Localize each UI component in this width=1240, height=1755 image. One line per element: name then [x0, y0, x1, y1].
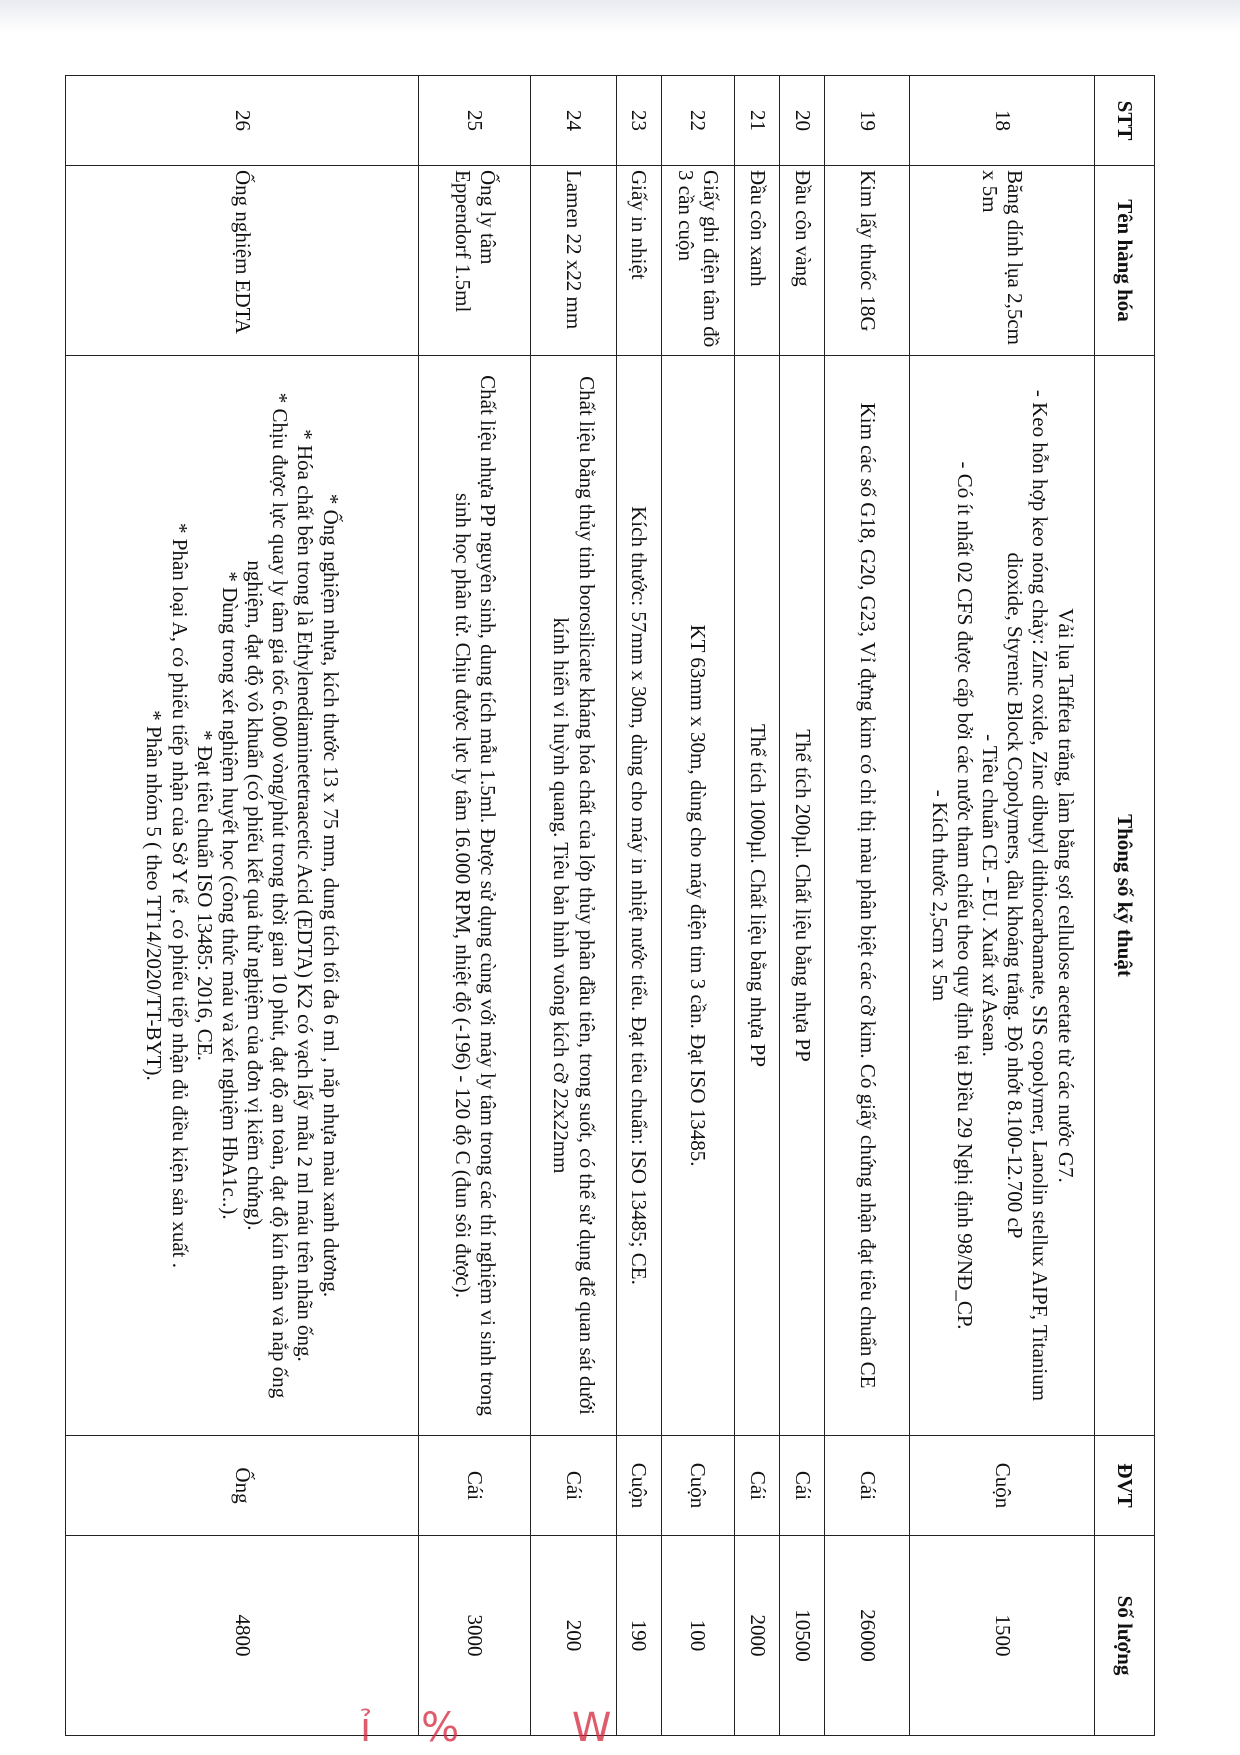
row-qty: 1500 [910, 1536, 1095, 1736]
row-qty: 4800 [66, 1536, 419, 1736]
table-row [66, 76, 419, 1736]
row-spec [418, 356, 530, 1436]
row-spec [779, 356, 824, 1436]
row-name: Đầu côn vàng [779, 166, 824, 356]
row-stt: 25 [418, 76, 530, 166]
rotated-page [65, 75, 1155, 1735]
row-stt: 18 [910, 76, 1095, 166]
row-unit: Cái [779, 1436, 824, 1536]
row-name: Ống ly tâm Eppendorf 1.5ml [418, 166, 530, 356]
table-row [824, 76, 909, 1736]
spec-line: * Đạt tiêu chuẩn ISO 13485: 2016, CE. [192, 730, 217, 1061]
row-name: Giấy in nhiệt [616, 166, 661, 356]
row-stt: 21 [734, 76, 779, 166]
row-spec [910, 356, 1095, 1436]
row-name: Ống nghiệm EDTA [66, 166, 419, 356]
spec-line: Thể tích 1000µl. Chất liệu bằng nhựa PP [745, 723, 770, 1068]
row-qty: 3000 [418, 1536, 530, 1736]
row-unit: Ống [66, 1436, 419, 1536]
row-qty: 190 [616, 1536, 661, 1736]
spec-line: - Tiêu chuẩn CE - EU. Xuất xứ Asean. [978, 734, 1003, 1057]
row-name: Lamen 22 x22 mm [531, 166, 616, 356]
spec-line: Vải lụa Taffeta trắng, làm bằng sợi cellulose acetate từ các nước G7. [1053, 608, 1078, 1183]
spec-line: Kích thước: 57mm x 30m, dùng cho máy in nhiệt nước tiểu. Đạt tiêu chuẩn: ISO 13485; CE. [627, 506, 652, 1285]
spec-line: Kim các số G18, G20, G23, Vỉ đựng kim có chỉ thị màu phân biệt các cỡ kim. Có giấy chứng nhận đạt tiêu chuẩn CE [855, 402, 880, 1389]
spec-line: KT 63mm x 30m, dùng cho máy điện tim 3 cần. Đạt ISO 13485. [686, 624, 711, 1167]
row-unit: Cái [734, 1436, 779, 1536]
spec-line: Chất liệu nhựa PP nguyên sinh, dung tích mẫu 1.5ml. Được sử dụng cùng với máy ly tâm trong các thí nghiệm vi sinh trong sinh học phân tử. Chịu được lực ly tâm 16.000 RPM, nhiệt độ (-196) - 120 độ C (đun sôi được). [450, 375, 500, 1416]
spec-line: * Phân nhóm 5 ( theo TT14/2020/TT-BYT). [142, 710, 167, 1081]
row-unit: Cuộn [661, 1436, 734, 1536]
row-spec [824, 356, 909, 1436]
spec-line: * Chịu được lực quay ly tâm gia tốc 6.000 vòng/phút trong thời gian 10 phút, đạt độ an toàn, đạt độ kín thân và nắp ống nghiệm, đạt độ vô khuẩn (có phiếu kết quả thử nghiệm của đơn vị kiểm chứng). [243, 392, 293, 1399]
table-row [910, 76, 1095, 1736]
row-qty: 100 [661, 1536, 734, 1736]
scan-edge [0, 0, 1240, 32]
row-name: Kim lấy thuốc 18G [824, 166, 909, 356]
table-row [616, 76, 661, 1736]
row-spec [734, 356, 779, 1436]
row-name: Giấy ghi điện tâm đồ 3 cần cuộn [661, 166, 734, 356]
spec-line: * Ống nghiệm nhựa, kích thước 13 x 75 mm, dung tích tối đa 6 ml , nắp nhựa màu xanh dương. [318, 493, 343, 1298]
table-row [734, 76, 779, 1736]
header-unit: ĐVT [1095, 1436, 1155, 1536]
spec-line: - Có ít nhất 02 CFS được cấp bởi các nước tham chiếu theo quy định tại Điều 29 Nghị định 98/NĐ_CP. [952, 461, 977, 1330]
row-unit: Cái [531, 1436, 616, 1536]
row-qty: 2000 [734, 1536, 779, 1736]
equipment-table [65, 75, 1155, 1736]
row-unit: Cái [824, 1436, 909, 1536]
table-row [531, 76, 616, 1736]
header-row [1095, 76, 1155, 1736]
row-name: Đầu côn xanh [734, 166, 779, 356]
row-unit: Cuộn [910, 1436, 1095, 1536]
row-unit: Cái [418, 1436, 530, 1536]
table-row [779, 76, 824, 1736]
table-row [418, 76, 530, 1736]
spec-line: Chất liệu bằng thủy tinh borosilicate kháng hóa chất của lớp thủy phân đầu tiên, trong suốt, có thể sử dụng để quan sát dưới kính hiển vi huỳnh quang. Tiêu bản hình vuông kích cỡ 22x22mm [549, 376, 599, 1415]
row-qty: 26000 [824, 1536, 909, 1736]
row-unit: Cuộn [616, 1436, 661, 1536]
row-spec [531, 356, 616, 1436]
header-stt: STT [1095, 76, 1155, 166]
row-stt: 23 [616, 76, 661, 166]
row-stt: 20 [779, 76, 824, 166]
row-stt: 26 [66, 76, 419, 166]
header-qty: Số lượng [1095, 1536, 1155, 1736]
row-qty: 200 [531, 1536, 616, 1736]
spec-line: Thể tích 200µl. Chất liệu bằng nhựa PP [790, 729, 815, 1062]
row-spec [616, 356, 661, 1436]
red-stamp-mark: ỉ% W [360, 1705, 662, 1751]
header-spec: Thông số kỹ thuật [1095, 356, 1155, 1436]
row-qty: 10500 [779, 1536, 824, 1736]
spec-line: * Hóa chất bên trong là Ethylenediaminetetraacetic Acid (EDTA) K2 có vạch lấy mẫu 2 ml máu trên nhãn ống. [293, 429, 318, 1362]
table-row [661, 76, 734, 1736]
spec-line: - Kích thước 2,5cm x 5m [927, 789, 952, 1002]
row-spec [661, 356, 734, 1436]
row-stt: 24 [531, 76, 616, 166]
spec-line: - Keo hỗn hợp keo nóng chảy: Zinc oxide, Zinc dibutyl dithiocarbamate, SIS copolymer, Lanolin stellux AIPF, Titanium dioxide, Styrenic Block Copolymers, dầu khoáng trắng. Độ nhớt 8.100-12.700 cP [1003, 389, 1053, 1402]
row-spec [66, 356, 419, 1436]
row-stt: 19 [824, 76, 909, 166]
row-stt: 22 [661, 76, 734, 166]
header-name: Tên hàng hóa [1095, 166, 1155, 356]
row-name: Băng dính lụa 2,5cm x 5m [910, 166, 1095, 356]
spec-line: * Dùng trong xét nghiệm huyết học (công thức máu và xét nghiệm HbA1c..). [217, 571, 242, 1220]
spec-line: * Phân loại A, có phiếu tiếp nhận của Sở Y tế , có phiếu tiếp nhận đủ điều kiện sản xuất . [167, 523, 192, 1268]
